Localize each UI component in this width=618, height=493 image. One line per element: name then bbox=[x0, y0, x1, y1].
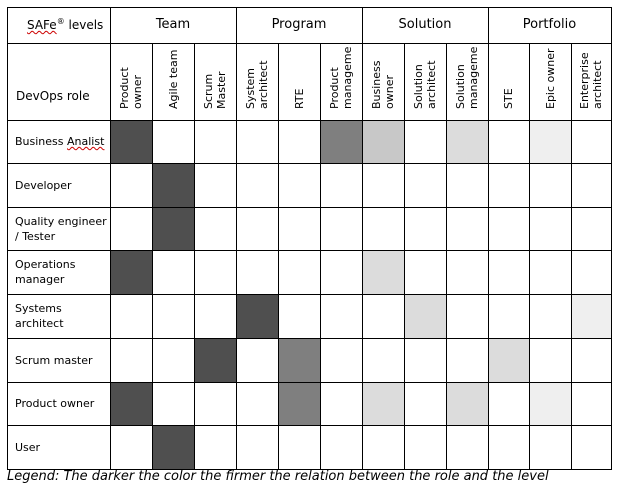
column-label: STE bbox=[502, 88, 515, 109]
relation-cell bbox=[194, 294, 237, 339]
column-label: manageme bbox=[341, 46, 354, 109]
relation-cell bbox=[446, 425, 489, 470]
relation-cell bbox=[362, 250, 405, 295]
role-label: User bbox=[15, 440, 41, 454]
relation-cell bbox=[194, 425, 237, 470]
role-label: manager bbox=[15, 273, 65, 286]
relation-cell bbox=[320, 338, 363, 383]
relation-cell bbox=[320, 382, 363, 426]
relation-cell bbox=[194, 120, 237, 164]
relation-cell bbox=[236, 382, 279, 426]
relation-cell bbox=[488, 163, 530, 208]
column-label: Scrum bbox=[202, 73, 215, 109]
relation-cell bbox=[529, 338, 572, 383]
relation-cell bbox=[362, 120, 405, 164]
relation-cell bbox=[110, 425, 153, 470]
column-label: Enterprise bbox=[578, 52, 591, 109]
devops-role-header-cell bbox=[7, 43, 111, 121]
relation-cell bbox=[236, 120, 279, 164]
column-header-cell bbox=[278, 43, 321, 121]
role-label: architect bbox=[15, 317, 64, 330]
column-label: Epic owner bbox=[543, 48, 557, 109]
column-label: Agile team bbox=[166, 49, 180, 109]
role-label: Product owner bbox=[15, 397, 95, 410]
relation-cell bbox=[404, 382, 447, 426]
relation-cell bbox=[488, 338, 530, 383]
relation-cell bbox=[110, 120, 153, 164]
relation-cell bbox=[571, 338, 612, 383]
column-label: Master bbox=[215, 71, 228, 109]
relation-cell bbox=[529, 163, 572, 208]
relation-cell bbox=[152, 163, 195, 208]
relation-cell bbox=[571, 294, 612, 339]
relation-cell bbox=[571, 250, 612, 295]
level-label: Program bbox=[271, 17, 327, 32]
corner-label-prefix: SAFe bbox=[27, 18, 57, 32]
relation-cell bbox=[362, 382, 405, 426]
level-label: Portfolio bbox=[522, 17, 577, 32]
column-label: Business bbox=[370, 60, 383, 109]
relation-cell bbox=[404, 250, 447, 295]
relation-cell bbox=[404, 338, 447, 383]
relation-cell bbox=[236, 425, 279, 470]
relation-cell bbox=[110, 207, 153, 251]
relation-cell bbox=[110, 338, 153, 383]
column-label: System bbox=[244, 67, 257, 109]
role-label: Operations bbox=[15, 258, 76, 271]
relation-cell bbox=[278, 382, 321, 426]
level-label: Solution bbox=[398, 17, 452, 32]
relation-cell bbox=[362, 294, 405, 339]
relation-cell bbox=[446, 120, 489, 164]
relation-cell bbox=[320, 120, 363, 164]
column-label: architect bbox=[257, 60, 270, 109]
relation-cell bbox=[320, 294, 363, 339]
relation-cell bbox=[488, 425, 530, 470]
relation-cell bbox=[152, 338, 195, 383]
relation-cell bbox=[194, 207, 237, 251]
relation-cell bbox=[278, 163, 321, 208]
relation-cell bbox=[488, 120, 530, 164]
relation-cell bbox=[529, 250, 572, 295]
column-label: Product bbox=[118, 67, 131, 109]
role-label: Scrum master bbox=[15, 353, 93, 367]
relation-cell bbox=[404, 207, 447, 251]
relation-cell bbox=[488, 294, 530, 339]
relation-cell bbox=[529, 382, 572, 426]
registered-mark: ® bbox=[56, 17, 65, 26]
relation-cell bbox=[278, 120, 321, 164]
relation-cell bbox=[404, 425, 447, 470]
relation-cell bbox=[194, 250, 237, 295]
relation-cell bbox=[278, 250, 321, 295]
relation-cell bbox=[110, 382, 153, 426]
relation-cell bbox=[194, 338, 237, 383]
corner-label-suffix: levels bbox=[64, 18, 104, 32]
relation-cell bbox=[446, 250, 489, 295]
relation-cell bbox=[152, 120, 195, 164]
relation-cell bbox=[362, 425, 405, 470]
level-label: Team bbox=[155, 17, 191, 32]
column-label: Product bbox=[328, 67, 341, 109]
relation-cell bbox=[529, 425, 572, 470]
role-label: Business Analist bbox=[15, 135, 105, 148]
relation-cell bbox=[404, 120, 447, 164]
relation-cell bbox=[110, 163, 153, 208]
column-header-cell bbox=[488, 43, 530, 121]
column-label: Solution bbox=[412, 64, 425, 109]
relation-cell bbox=[529, 120, 572, 164]
relation-cell bbox=[488, 382, 530, 426]
role-label: Developer bbox=[15, 178, 72, 192]
relation-cell bbox=[404, 163, 447, 208]
corner-label bbox=[27, 14, 103, 33]
relation-cell bbox=[110, 294, 153, 339]
relation-cell bbox=[152, 425, 195, 470]
relation-cell bbox=[236, 163, 279, 208]
relation-cell bbox=[320, 207, 363, 251]
relation-cell bbox=[320, 425, 363, 470]
relation-cell bbox=[110, 250, 153, 295]
relation-cell bbox=[278, 207, 321, 251]
relation-cell bbox=[529, 207, 572, 251]
devops-role-label: DevOps role bbox=[16, 89, 90, 103]
relation-cell bbox=[236, 338, 279, 383]
role-label: / Tester bbox=[15, 229, 56, 243]
column-label: RTE bbox=[292, 88, 306, 109]
relation-cell bbox=[362, 338, 405, 383]
relation-cell bbox=[571, 382, 612, 426]
relation-cell bbox=[194, 163, 237, 208]
relation-cell bbox=[404, 294, 447, 339]
relation-cell bbox=[529, 294, 572, 339]
relation-cell bbox=[320, 250, 363, 295]
relation-cell bbox=[446, 163, 489, 208]
legend-text: Legend: The darker the color the firmer the relation between the role and the level bbox=[7, 469, 549, 484]
column-label: owner bbox=[383, 75, 396, 109]
column-label: manageme bbox=[467, 46, 480, 109]
relation-cell bbox=[362, 207, 405, 251]
relation-cell bbox=[446, 207, 489, 251]
role-label-flagged-word: Analist bbox=[67, 135, 105, 148]
relation-cell bbox=[236, 250, 279, 295]
relation-cell bbox=[152, 294, 195, 339]
column-label: owner bbox=[131, 75, 144, 109]
relation-cell bbox=[362, 163, 405, 208]
relation-cell bbox=[194, 382, 237, 426]
role-label: Quality engineer bbox=[15, 214, 107, 228]
relation-cell bbox=[236, 294, 279, 339]
relation-cell bbox=[446, 294, 489, 339]
relation-cell bbox=[278, 425, 321, 470]
relation-cell bbox=[488, 250, 530, 295]
column-label: architect bbox=[425, 60, 438, 109]
relation-cell bbox=[152, 207, 195, 251]
relation-cell bbox=[488, 207, 530, 251]
relation-cell bbox=[152, 382, 195, 426]
relation-cell bbox=[320, 163, 363, 208]
relation-cell bbox=[446, 382, 489, 426]
relation-cell bbox=[236, 207, 279, 251]
relation-cell bbox=[152, 250, 195, 295]
relation-cell bbox=[446, 338, 489, 383]
relation-cell bbox=[571, 425, 612, 470]
relation-cell bbox=[278, 294, 321, 339]
column-label: Solution bbox=[454, 64, 467, 109]
relation-cell bbox=[278, 338, 321, 383]
relation-cell bbox=[571, 163, 612, 208]
role-label: Systems bbox=[15, 302, 62, 315]
relation-cell bbox=[571, 120, 612, 164]
relation-cell bbox=[571, 207, 612, 251]
column-label: architect bbox=[591, 60, 604, 109]
